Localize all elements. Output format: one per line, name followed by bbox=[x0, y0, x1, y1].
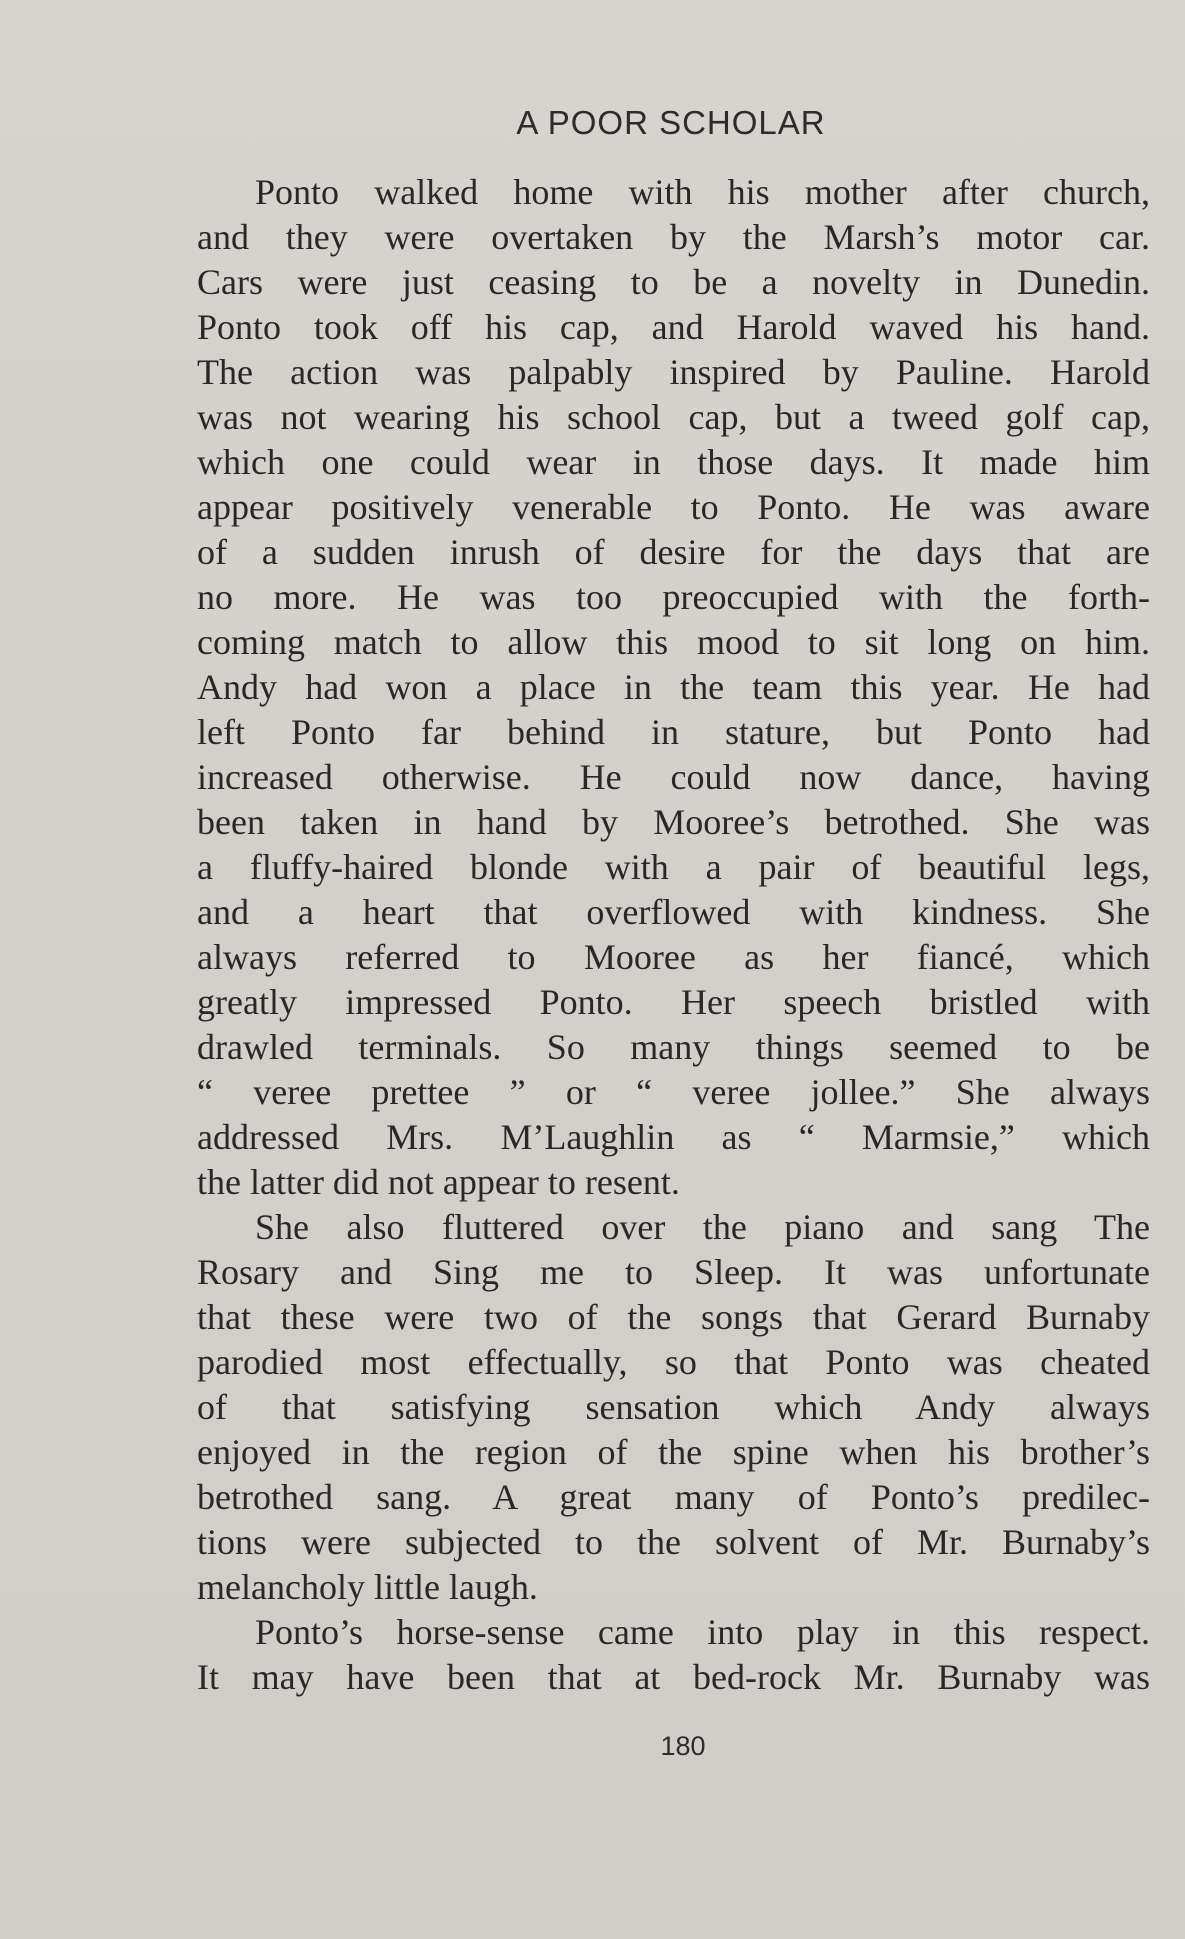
body-text bbox=[197, 170, 1150, 1700]
text-line: tions were subjected to the solvent of Mr. Burnaby’s bbox=[197, 1522, 1150, 1562]
page-number: 180 bbox=[660, 1731, 706, 1761]
text-line: Ponto took off his cap, and Harold waved his hand. bbox=[197, 307, 1150, 347]
text-line: of a sudden inrush of desire for the days that are bbox=[197, 532, 1150, 572]
text-line: appear positively venerable to Ponto. He was aware bbox=[197, 487, 1150, 527]
text-line: a fluffy-haired blonde with a pair of beautiful legs, bbox=[197, 847, 1150, 887]
text-line: melancholy little laugh. bbox=[197, 1567, 538, 1607]
text-line: Rosary and Sing me to Sleep. It was unfortunate bbox=[197, 1252, 1150, 1292]
text-line: no more. He was too preoccupied with the forth- bbox=[197, 577, 1150, 617]
text-line: addressed Mrs. M’Laughlin as “ Marmsie,” which bbox=[197, 1117, 1150, 1157]
text-line: left Ponto far behind in stature, but Ponto had bbox=[197, 712, 1150, 752]
text-line: increased otherwise. He could now dance, having bbox=[197, 757, 1150, 797]
text-line: of that satisfying sensation which Andy always bbox=[197, 1387, 1150, 1427]
text-line: and a heart that overflowed with kindness. She bbox=[197, 892, 1150, 932]
text-line: and they were overtaken by the Marsh’s motor car. bbox=[197, 217, 1150, 257]
text-line: Ponto’s horse-sense came into play in this respect. bbox=[255, 1612, 1150, 1652]
text-line: She also fluttered over the piano and sang The bbox=[255, 1207, 1150, 1247]
text-line: “ veree prettee ” or “ veree jollee.” She always bbox=[197, 1072, 1150, 1112]
text-line: the latter did not appear to resent. bbox=[197, 1162, 680, 1202]
text-line: that these were two of the songs that Gerard Burnaby bbox=[197, 1297, 1150, 1337]
text-line: It may have been that at bed-rock Mr. Burnaby was bbox=[197, 1657, 1150, 1697]
text-line: Andy had won a place in the team this year. He had bbox=[197, 667, 1150, 707]
text-line: The action was palpably inspired by Pauline. Harold bbox=[197, 352, 1150, 392]
text-line: parodied most effectually, so that Ponto was cheated bbox=[197, 1342, 1150, 1382]
text-line: always referred to Mooree as her fiancé, which bbox=[197, 937, 1150, 977]
text-line: been taken in hand by Mooree’s betrothed. She was bbox=[197, 802, 1150, 842]
text-line: coming match to allow this mood to sit long on him. bbox=[197, 622, 1150, 662]
text-line: was not wearing his school cap, but a tweed golf cap, bbox=[197, 397, 1150, 437]
text-line: which one could wear in those days. It made him bbox=[197, 442, 1150, 482]
text-line: betrothed sang. A great many of Ponto’s predilec- bbox=[197, 1477, 1150, 1517]
text-line: Ponto walked home with his mother after church, bbox=[255, 172, 1150, 212]
running-head: A POOR SCHOLAR bbox=[516, 104, 826, 141]
text-line: greatly impressed Ponto. Her speech bristled with bbox=[197, 982, 1150, 1022]
text-line: Cars were just ceasing to be a novelty in Dunedin. bbox=[197, 262, 1150, 302]
text-line: enjoyed in the region of the spine when his brother’s bbox=[197, 1432, 1150, 1472]
text-line: drawled terminals. So many things seemed to be bbox=[197, 1027, 1150, 1067]
